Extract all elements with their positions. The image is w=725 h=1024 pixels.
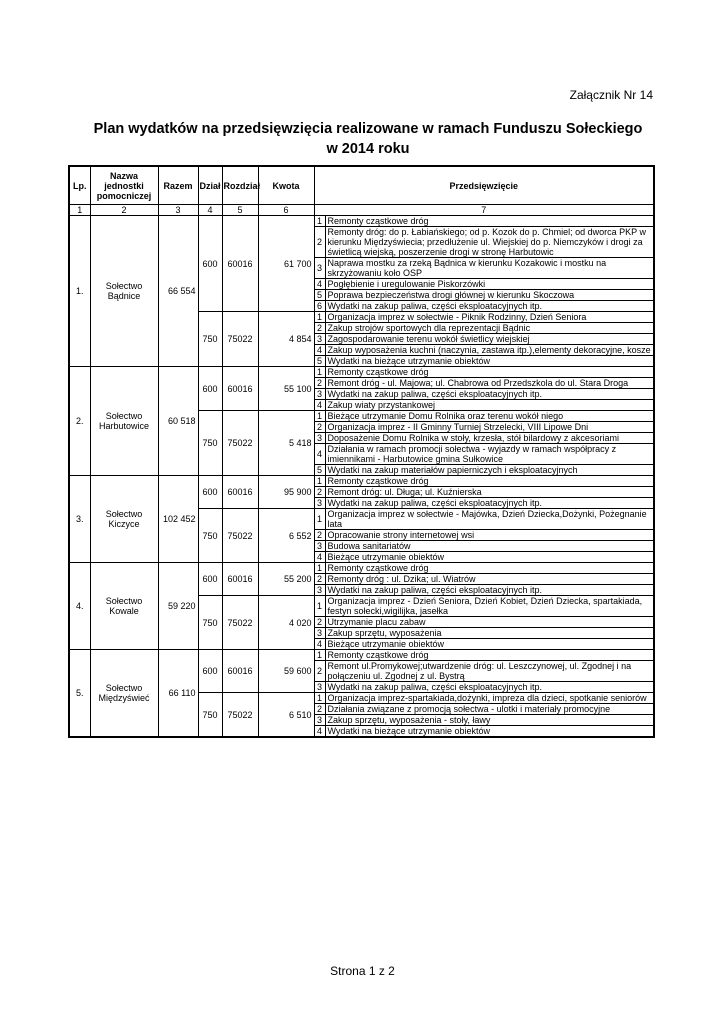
column-number: 7 (314, 205, 654, 216)
item-description: Bieżące utrzymanie Domu Rolnika oraz terenu wokół niego (325, 411, 654, 422)
item-description: Remont dróg: ul. Długa; ul. Kuźnierska (325, 487, 654, 498)
item-description: Zakup sprzętu, wyposażenia - stoły, ławy (325, 715, 654, 726)
table-row (69, 563, 654, 574)
group-rozdzial: 60016 (222, 650, 258, 693)
item-number: 2 (314, 378, 325, 389)
unit-lp: 1. (69, 216, 90, 367)
item-description: Wydatki na zakup paliwa, części eksploatacyjnych itp. (325, 585, 654, 596)
item-description: Organizacja imprez-spartakiada,dożynki, impreza dla dzieci, spotkanie seniorów (325, 693, 654, 704)
item-description: Remonty cząstkowe dróg (325, 216, 654, 227)
document-title (68, 119, 668, 159)
group-rozdzial: 60016 (222, 367, 258, 411)
item-description: Naprawa mostku za rzeką Bądnica w kierunku Kozakowic i mostku na skrzyżowaniu koło OSP (325, 258, 654, 279)
group-dzial: 750 (198, 411, 222, 476)
group-kwota: 6 552 (258, 509, 314, 563)
item-description: Wydatki na zakup paliwa, części eksploatacyjnych itp. (325, 682, 654, 693)
unit-lp: 2. (69, 367, 90, 476)
unit-name: Sołectwo Kiczyce (90, 476, 158, 563)
header-lp: Lp. (69, 166, 90, 205)
group-kwota: 55 100 (258, 367, 314, 411)
expenditure-plan-table (68, 165, 655, 738)
table-row (69, 476, 654, 487)
item-description: Organizacja imprez w sołectwie - Majówka, Dzień Dziecka,Dożynki, Pożegnanie lata (325, 509, 654, 530)
item-number: 2 (314, 323, 325, 334)
item-number: 3 (314, 715, 325, 726)
item-number: 2 (314, 227, 325, 258)
group-kwota: 5 418 (258, 411, 314, 476)
item-number: 2 (314, 422, 325, 433)
item-number: 1 (314, 476, 325, 487)
unit-total: 59 220 (158, 563, 198, 650)
item-number: 1 (314, 312, 325, 323)
group-dzial: 750 (198, 693, 222, 738)
group-dzial: 750 (198, 312, 222, 367)
table-body (69, 216, 654, 738)
attachment-label: Załącznik Nr 14 (569, 88, 653, 102)
item-number: 5 (314, 356, 325, 367)
group-kwota: 4 854 (258, 312, 314, 367)
item-description: Wydatki na bieżące utrzymanie obiektów (325, 726, 654, 738)
table-row (69, 367, 654, 378)
item-number: 4 (314, 279, 325, 290)
item-number: 1 (314, 367, 325, 378)
item-description: Budowa sanitariatów (325, 541, 654, 552)
column-number: 2 (90, 205, 158, 216)
column-number: 1 (69, 205, 90, 216)
group-dzial: 600 (198, 650, 222, 693)
item-description: Działania związane z promocją sołectwa - ulotki i materiały promocyjne (325, 704, 654, 715)
group-dzial: 750 (198, 596, 222, 650)
column-number-row (69, 205, 654, 216)
item-description: Wydatki na zakup paliwa, części eksploatacyjnych itp. (325, 498, 654, 509)
item-description: Bieżące utrzymanie obiektów (325, 552, 654, 563)
item-description: Zakup wiaty przystankowej (325, 400, 654, 411)
item-number: 4 (314, 726, 325, 738)
group-kwota: 61 700 (258, 216, 314, 312)
item-description: Działania w ramach promocji sołectwa - wyjazdy w ramach współpracy z imiennikami - Harbutowice gmina Sułkowice (325, 444, 654, 465)
item-number: 2 (314, 574, 325, 585)
group-kwota: 4 020 (258, 596, 314, 650)
unit-name: Sołectwo Międzyświeć (90, 650, 158, 738)
item-number: 3 (314, 389, 325, 400)
unit-name: Sołectwo Harbutowice (90, 367, 158, 476)
group-rozdzial: 75022 (222, 312, 258, 367)
item-number: 4 (314, 552, 325, 563)
column-number: 3 (158, 205, 198, 216)
group-dzial: 600 (198, 476, 222, 509)
unit-lp: 3. (69, 476, 90, 563)
group-kwota: 6 510 (258, 693, 314, 738)
item-number: 4 (314, 639, 325, 650)
group-rozdzial: 75022 (222, 509, 258, 563)
column-number: 4 (198, 205, 222, 216)
item-number: 4 (314, 400, 325, 411)
item-number: 1 (314, 596, 325, 617)
item-number: 1 (314, 650, 325, 661)
item-number: 2 (314, 530, 325, 541)
item-number: 1 (314, 509, 325, 530)
group-rozdzial: 75022 (222, 411, 258, 476)
item-number: 3 (314, 498, 325, 509)
item-description: Remonty dróg : ul. Dzika; ul. Wiatrów (325, 574, 654, 585)
unit-total: 60 518 (158, 367, 198, 476)
item-number: 5 (314, 290, 325, 301)
item-description: Opracowanie strony internetowej wsi (325, 530, 654, 541)
unit-lp: 4. (69, 563, 90, 650)
header-dzial: Dział (198, 166, 222, 205)
item-description: Organizacja imprez - II Gminny Turniej Strzelecki, VIII Lipowe Dni (325, 422, 654, 433)
group-rozdzial: 75022 (222, 693, 258, 738)
group-dzial: 600 (198, 216, 222, 312)
item-number: 5 (314, 465, 325, 476)
item-number: 1 (314, 693, 325, 704)
group-rozdzial: 60016 (222, 216, 258, 312)
item-number: 2 (314, 487, 325, 498)
title-line: w 2014 roku (326, 141, 410, 157)
item-description: Poprawa bezpieczeństwa drogi głównej w kierunku Skoczowa (325, 290, 654, 301)
header-unit: Nazwa jednostki pomocniczej (90, 166, 158, 205)
item-description: Zagospodarowanie terenu wokół świetlicy wiejskiej (325, 334, 654, 345)
page-footer: Strona 1 z 2 (330, 964, 395, 978)
item-description: Wydatki na zakup paliwa, części eksploatacyjnych itp. (325, 301, 654, 312)
item-description: Remonty cząstkowe dróg (325, 563, 654, 574)
item-description: Bieżące utrzymanie obiektów (325, 639, 654, 650)
item-description: Pogłębienie i uregulowanie Piskorzówki (325, 279, 654, 290)
item-number: 3 (314, 258, 325, 279)
item-description: Remonty cząstkowe dróg (325, 476, 654, 487)
item-description: Organizacja imprez w sołectwie - Piknik Rodzinny, Dzień Seniora (325, 312, 654, 323)
group-dzial: 600 (198, 563, 222, 596)
header-rozdzial: Rozdział (222, 166, 258, 205)
title-line: Plan wydatków na przedsięwzięcia realizowane w ramach Funduszu Sołeckiego (93, 121, 643, 137)
group-rozdzial: 60016 (222, 563, 258, 596)
item-number: 4 (314, 444, 325, 465)
group-dzial: 600 (198, 367, 222, 411)
item-description: Zakup sprzętu, wyposażenia (325, 628, 654, 639)
unit-name: Sołectwo Bądnice (90, 216, 158, 367)
item-description: Remonty dróg: do p. Łabiańskiego; od p. Kozok do p. Chmiel; od dworca PKP w kierunku Międzyświecia; przedłużenie ul. Wiejskiej do p. Niemczyków i drogi za świetlicą wiejską, poszerzenie drogi w stronę Harbutowic (325, 227, 654, 258)
item-number: 3 (314, 628, 325, 639)
item-number: 1 (314, 563, 325, 574)
group-rozdzial: 75022 (222, 596, 258, 650)
group-rozdzial: 60016 (222, 476, 258, 509)
item-description: Organizacja imprez - Dzień Seniora, Dzień Kobiet, Dzień Dziecka, spartakiada, festyn sołecki,wigilijka, jasełka (325, 596, 654, 617)
header-kwota: Kwota (258, 166, 314, 205)
group-kwota: 55 200 (258, 563, 314, 596)
item-description: Wydatki na zakup materiałów papierniczych i eksploatacyjnych (325, 465, 654, 476)
item-number: 2 (314, 617, 325, 628)
unit-lp: 5. (69, 650, 90, 738)
header-total: Razem (158, 166, 198, 205)
unit-total: 102 452 (158, 476, 198, 563)
item-description: Remont ul.Promykowej;utwardzenie dróg: ul. Leszczynowej, ul. Zgodnej i na połączeniu ul. Zgodnej z ul. Bystrą (325, 661, 654, 682)
item-description: Remont dróg - ul. Majowa; ul. Chabrowa od Przedszkola do ul. Stara Droga (325, 378, 654, 389)
item-number: 2 (314, 704, 325, 715)
item-number: 6 (314, 301, 325, 312)
item-description: Doposażenie Domu Rolnika w stoły, krzesła, stół bilardowy z akcesoriami (325, 433, 654, 444)
item-number: 3 (314, 585, 325, 596)
header-project: Przedsięwzięcie (314, 166, 654, 205)
item-description: Wydatki na zakup paliwa, części eksploatacyjnych itp. (325, 389, 654, 400)
item-description: Zakup strojów sportowych dla reprezentacji Bądnic (325, 323, 654, 334)
unit-total: 66 110 (158, 650, 198, 738)
item-description: Wydatki na bieżące utrzymanie obiektów (325, 356, 654, 367)
column-number: 6 (258, 205, 314, 216)
item-description: Remonty cząstkowe dróg (325, 367, 654, 378)
item-number: 2 (314, 661, 325, 682)
item-description: Utrzymanie placu zabaw (325, 617, 654, 628)
unit-name: Sołectwo Kowale (90, 563, 158, 650)
item-description: Zakup wyposażenia kuchni (naczynia, zastawa itp.),elementy dekoracyjne, kosze (325, 345, 654, 356)
item-description: Remonty cząstkowe dróg (325, 650, 654, 661)
item-number: 1 (314, 411, 325, 422)
column-number: 5 (222, 205, 258, 216)
group-kwota: 59 600 (258, 650, 314, 693)
group-dzial: 750 (198, 509, 222, 563)
group-kwota: 95 900 (258, 476, 314, 509)
item-number: 3 (314, 334, 325, 345)
item-number: 3 (314, 433, 325, 444)
item-number: 4 (314, 345, 325, 356)
item-number: 1 (314, 216, 325, 227)
table-row (69, 216, 654, 227)
table-header-row (69, 166, 654, 205)
item-number: 3 (314, 541, 325, 552)
unit-total: 66 554 (158, 216, 198, 367)
item-number: 3 (314, 682, 325, 693)
table-row (69, 650, 654, 661)
